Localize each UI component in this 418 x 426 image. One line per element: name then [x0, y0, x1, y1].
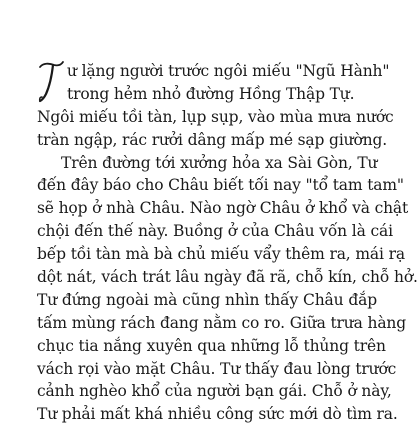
- paragraph-2-line-1: Trên đường tới xưởng hỏa xa Sài Gòn, Tư: [61, 153, 378, 172]
- paragraph-2-line-7: Tư đứng ngoài mà cũng nhìn thấy Châu đắp: [37, 290, 377, 309]
- body-text: [37, 60, 418, 426]
- paragraph-2-line-4: chội đến thế này. Buồng ở của Châu vốn là cái: [37, 222, 393, 241]
- paragraph-1-line-2: trong hẻm nhỏ đường Hồng Thập Tự.: [67, 84, 355, 103]
- paragraph-2-line-11: cảnh nghèo khổ của người bạn gái. Chỗ ở này,: [37, 382, 392, 401]
- dropcap-letter: [37, 60, 65, 104]
- paragraph-2-line-2: đến đây báo cho Châu biết tối nay "tổ tam tam": [37, 176, 404, 195]
- paragraph-2-line-12: Tư phải mất khá nhiều công sức mới dò tìm ra.: [37, 405, 398, 424]
- paragraph-2-line-6: dột nát, vách trát lâu ngày đã rã, chỗ kín, chỗ hở.: [37, 268, 418, 287]
- paragraph-2-line-3: sẽ họp ở nhà Châu. Nào ngờ Châu ở khổ và chật: [37, 199, 409, 218]
- paragraph-1-line-4: tràn ngập, rác rưởi dâng mấp mé sạp giường.: [37, 130, 388, 149]
- paragraph-2-line-8: tấm mùng rách đang nằm co ro. Giữa trưa hàng: [37, 313, 407, 332]
- paragraph-1-line-1: ư lặng người trước ngôi miếu "Ngũ Hành": [67, 62, 390, 80]
- paragraph-2-line-5: bếp tồi tàn mà bà chủ miếu vẩy thêm ra, mái rạ: [37, 245, 405, 264]
- paragraph-1-line-3: Ngôi miếu tồi tàn, lụp sụp, vào mùa mưa nước: [37, 107, 394, 126]
- paragraph-2-line-10: vách rọi vào mặt Châu. Tư thấy đau lòng trước: [37, 359, 397, 378]
- paragraph-2-line-9: chục tia nắng xuyên qua những lỗ thủng trên: [37, 336, 386, 355]
